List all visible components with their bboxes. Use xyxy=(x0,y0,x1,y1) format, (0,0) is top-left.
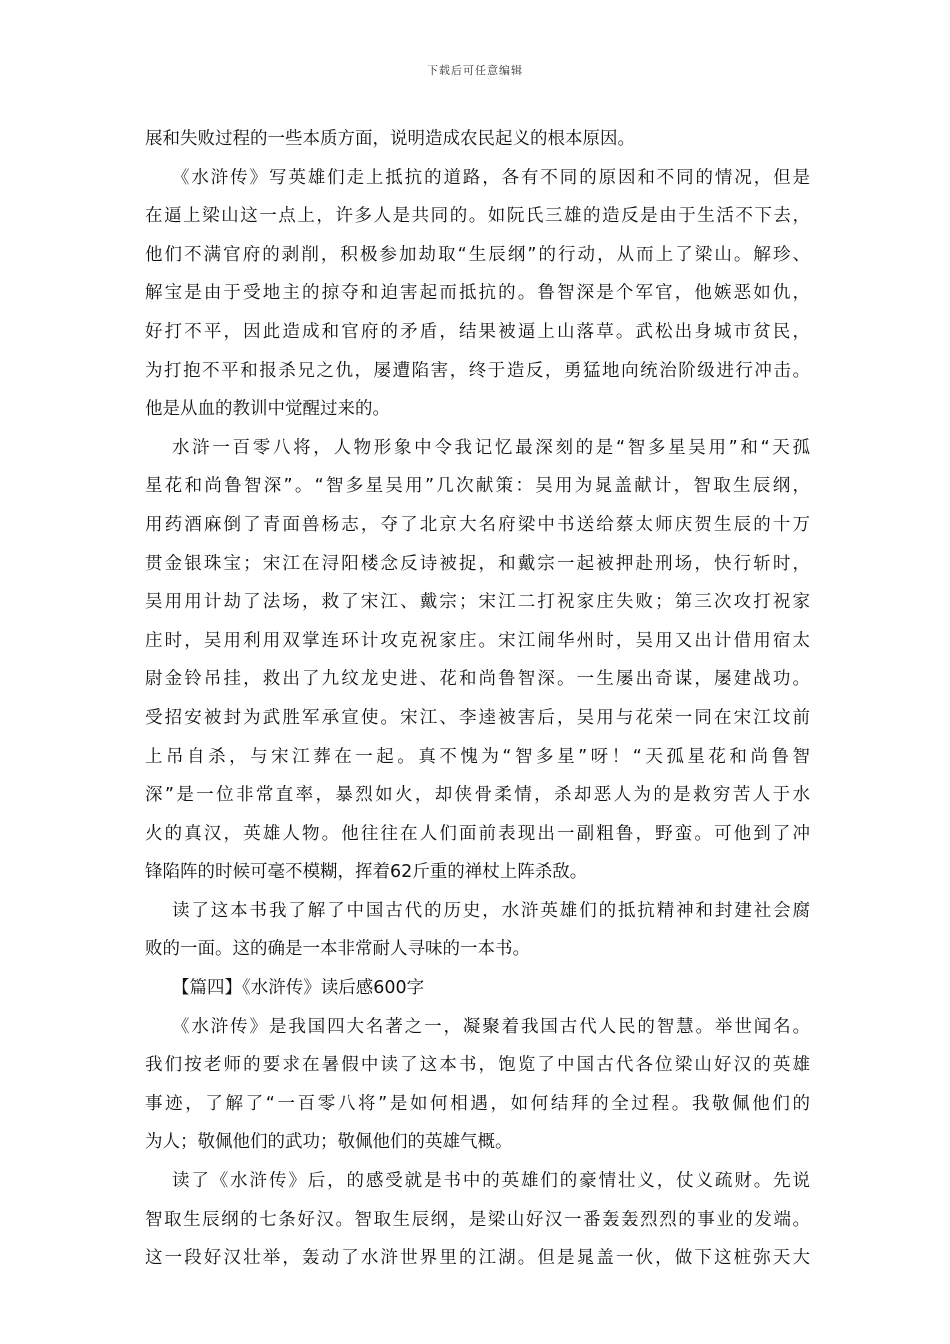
text-line: 我们按老师的要求在暑假中读了这本书，饱览了中国古代各位梁山好汉的英雄 xyxy=(145,1055,810,1076)
text-line: 贯金银珠宝；宋江在浔阳楼念反诗被捉，和戴宗一起被押赴刑场，快行斩时， xyxy=(145,553,810,574)
text-line: 解宝是由于受地主的掠夺和迫害起而抵抗的。鲁智深是个军官，他嫉恶如仇， xyxy=(145,283,810,304)
text-line: 锋陷阵的时候可毫不模糊，挥着62斤重的禅杖上阵杀敌。 xyxy=(145,862,588,883)
text-line: 这一段好汉壮举，轰动了水浒世界里的江湖。但是晁盖一伙，做下这桩弥天大 xyxy=(145,1248,810,1269)
text-line: 好打不平，因此造成和官府的矛盾，结果被逼上山落草。武松出身城市贫民， xyxy=(145,321,810,342)
text-line: 庄时，吴用利用双掌连环计攻克祝家庄。宋江闹华州时，吴用又出计借用宿太 xyxy=(145,630,810,651)
text-line: 智取生辰纲的七条好汉。智取生辰纲，是梁山好汉一番轰轰烈烈的事业的发端。 xyxy=(145,1209,810,1230)
text-line: 尉金铃吊挂，救出了九纹龙史进、花和尚鲁智深。一生屡出奇谋，屡建战功。 xyxy=(145,669,810,690)
text-line: 受招安被封为武胜军承宣使。宋江、李逵被害后，吴用与花荣一同在宋江坟前 xyxy=(145,707,810,728)
text-line: 吴用用计劫了法场，救了宋江、戴宗；宋江二打祝家庄失败；第三次攻打祝家 xyxy=(145,592,810,613)
body-text xyxy=(145,120,810,1278)
section-heading: 【篇四】《水浒传》读后感600字 xyxy=(172,978,425,999)
text-line: 读了《水浒传》后，的感受就是书中的英雄们的豪情壮义，仗义疏财。先说 xyxy=(172,1171,810,1192)
text-line: 他们不满官府的剥削，积极参加劫取“生辰纲”的行动，从而上了梁山。解珍、 xyxy=(145,244,810,265)
text-line: 《水浒传》写英雄们走上抵抗的道路，各有不同的原因和不同的情况，但是 xyxy=(172,167,810,188)
text-line: 展和失败过程的一些本质方面，说明造成农民起义的根本原因。 xyxy=(145,129,635,149)
text-line: 败的一面。这的确是一本非常耐人寻味的一本书。 xyxy=(145,939,530,960)
text-line: 火的真汉，英雄人物。他往往在人们面前表现出一副粗鲁，野蛮。可他到了冲 xyxy=(145,823,810,844)
text-line: 水浒一百零八将，人物形象中令我记忆最深刻的是“智多星吴用”和“天孤 xyxy=(172,437,810,458)
text-line: 《水浒传》是我国四大名著之一，凝聚着我国古代人民的智慧。举世闻名。 xyxy=(172,1016,810,1037)
text-line: 读了这本书我了解了中国古代的历史，水浒英雄们的抵抗精神和封建社会腐 xyxy=(172,900,810,921)
text-line: 为打抱不平和报杀兄之仇，屡遭陷害，终于造反，勇猛地向统治阶级进行冲击。 xyxy=(145,360,810,381)
text-line: 为人；敬佩他们的武功；敬佩他们的英雄气概。 xyxy=(145,1132,513,1153)
text-line: 他是从血的教训中觉醒过来的。 xyxy=(145,399,390,420)
page-header: 下载后可任意编辑 xyxy=(427,64,523,77)
text-line: 用药酒麻倒了青面兽杨志，夺了北京大名府梁中书送给蔡太师庆贺生辰的十万 xyxy=(145,514,810,535)
text-line: 上吊自杀，与宋江葬在一起。真不愧为“智多星”呀！“天孤星花和尚鲁智 xyxy=(145,746,810,767)
text-line: 事迹，了解了“一百零八将”是如何相遇，如何结拜的全过程。我敬佩他们的 xyxy=(145,1093,810,1114)
text-line: 深”是一位非常直率，暴烈如火，却侠骨柔情，杀却恶人为的是救穷苦人于水 xyxy=(145,785,810,806)
text-line: 在逼上梁山这一点上，许多人是共同的。如阮氏三雄的造反是由于生活不下去， xyxy=(145,206,810,227)
text-line: 星花和尚鲁智深”。“智多星吴用”几次献策：吴用为晁盖献计，智取生辰纲， xyxy=(145,476,810,497)
